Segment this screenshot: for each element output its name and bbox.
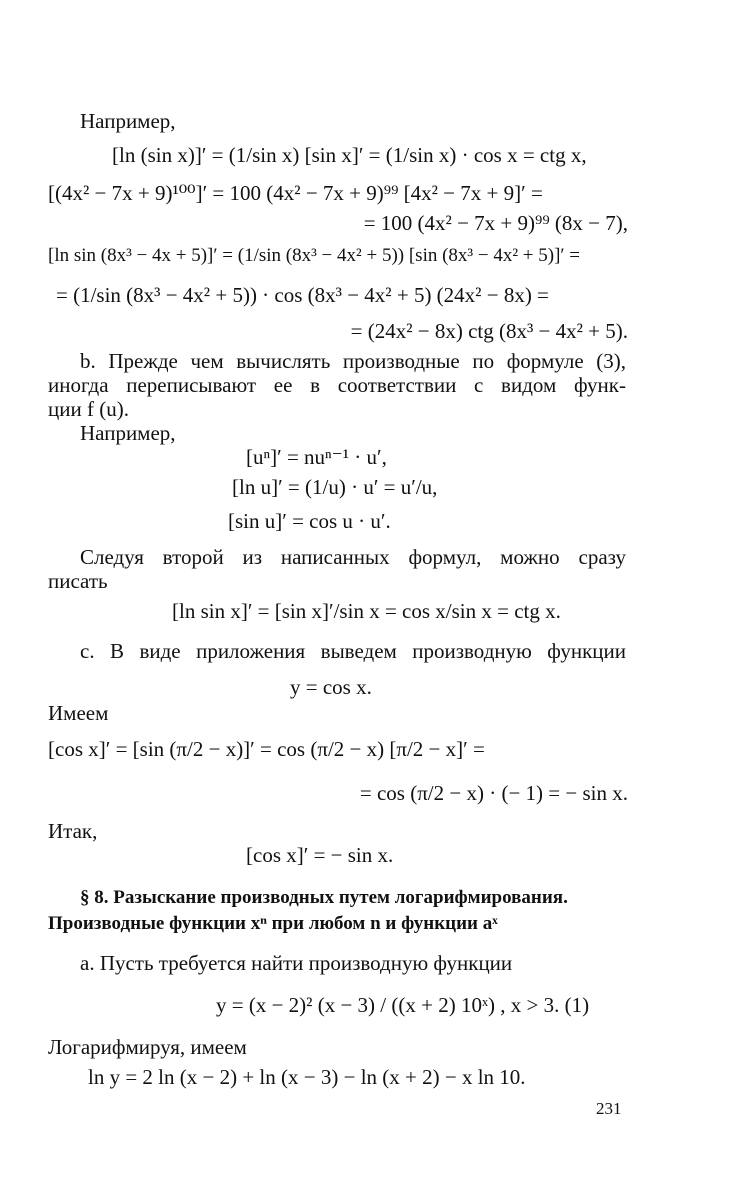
formula-line: = cos (π/2 − x) · (− 1) = − sin x. <box>359 781 628 805</box>
text-line: иногда переписывают ее в соответствии с видом функ- <box>48 373 626 397</box>
text-line: а. Пусть требуется найти производную функции <box>80 951 513 975</box>
formula-line: [cos x]′ = − sin x. <box>246 843 394 867</box>
formula-line: [sin u]′ = cos u · u′. <box>228 509 391 533</box>
formula-line: = (1/sin (8x³ − 4x² + 5)) · cos (8x³ − 4x² + 5) (24x² − 8x) = <box>56 283 549 307</box>
text-line: Например, <box>80 421 176 445</box>
formula-line: y = (x − 2)² (x − 3) / ((x + 2) 10ˣ) , x > 3. (1) <box>216 993 590 1017</box>
formula-line: ln y = 2 ln (x − 2) + ln (x − 3) − ln (x + 2) − x ln 10. <box>88 1065 526 1089</box>
formula-line: [ln sin x]′ = [sin x]′/sin x = cos x/sin x = ctg x. <box>172 599 561 623</box>
formula-line: y = cos x. <box>290 675 372 699</box>
formula-line: [cos x]′ = [sin (π/2 − x)]′ = cos (π/2 − x) [π/2 − x]′ = <box>48 737 485 761</box>
text-line: Например, <box>80 109 176 133</box>
formula-line: = 100 (4x² − 7x + 9)⁹⁹ (8x − 7), <box>363 211 628 235</box>
text-line: Имеем <box>48 701 109 725</box>
formula-line: [ln (sin x)]′ = (1/sin x) [sin x]′ = (1/sin x) · cos x = ctg x, <box>112 143 587 167</box>
formula-line: [ln sin (8x³ − 4x + 5)]′ = (1/sin (8x³ − 4x² + 5)) [sin (8x³ − 4x² + 5)]′ = <box>48 245 581 266</box>
text-line: с. В виде приложения выведем производную функции <box>80 639 626 663</box>
text-line: Логарифмируя, имеем <box>48 1035 247 1059</box>
section-heading: Производные функции xⁿ при любом n и функции aˣ <box>48 913 498 934</box>
text-line: Следуя второй из написанных формул, можно сразу <box>80 545 626 569</box>
text-line: b. Прежде чем вычислять производные по формуле (3), <box>80 349 626 373</box>
text-line: Итак, <box>48 819 98 843</box>
section-heading: § 8. Разыскание производных путем логарифмирования. <box>80 887 568 908</box>
formula-line: = (24x² − 8x) ctg (8x³ − 4x² + 5). <box>350 319 628 343</box>
formula-line: [uⁿ]′ = nuⁿ⁻¹ · u′, <box>246 445 387 469</box>
formula-line: [(4x² − 7x + 9)¹⁰⁰]′ = 100 (4x² − 7x + 9)⁹⁹ [4x² − 7x + 9]′ = <box>48 181 543 205</box>
page-number: 231 <box>596 1099 622 1118</box>
text-line: ции f (u). <box>48 397 129 421</box>
text-line: писать <box>48 569 108 593</box>
formula-line: [ln u]′ = (1/u) · u′ = u′/u, <box>232 475 438 499</box>
